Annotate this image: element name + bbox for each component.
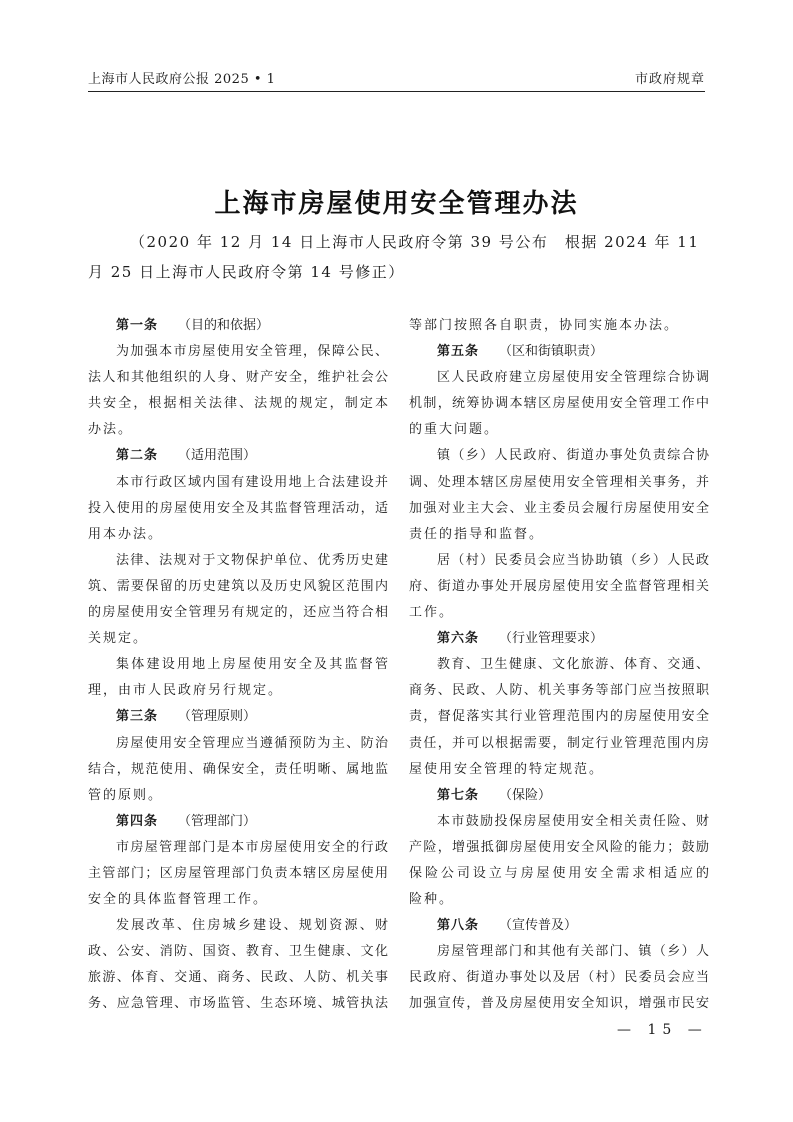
body-text-line: 居（村）民委员会应当协助镇（乡）人民政 (437, 552, 709, 568)
document-title: 上海市房屋使用安全管理办法 (214, 189, 579, 219)
body-text-line: 理，由市人民政府另行规定。 (88, 683, 284, 699)
body-text-line: 为加强本市房屋使用安全管理，保障公民、 (116, 344, 388, 360)
body-text-line: 投入使用的房屋使用安全及其监督管理活动，适 (88, 500, 388, 516)
body-text-line: 的重大问题。 (409, 422, 500, 438)
body-text-line: 关规定。 (88, 631, 149, 647)
body-text-line: 用本办法。 (88, 526, 164, 542)
body-text-line: 加强对业主大会、业主委员会履行房屋使用安全 (409, 500, 709, 516)
body-text-line: 镇（乡）人民政府、街道办事处负责综合协 (437, 448, 709, 464)
body-text-line: 旅游、体育、交通、商务、民政、人防、机关事 (88, 970, 388, 986)
body-text-line: 责任，并可以根据需要，制定行业管理范围内房 (409, 735, 709, 751)
body-text-line: 发展改革、住房城乡建设、规划资源、财 (116, 918, 388, 934)
body-text-line: 筑、需要保留的历史建筑以及历史风貌区范围内 (88, 578, 388, 594)
subtitle-line-2: 月 25 日上海市人民政府令第 14 号修正） (88, 263, 405, 281)
body-text-line: 商务、民政、人防、机关事务等部门应当按照职 (409, 683, 709, 699)
body-text-line: 结合，规范使用、确保安全，责任明晰、属地监 (88, 761, 388, 777)
body-text-line: 本市行政区域内国有建设用地上合法建设并 (116, 474, 388, 490)
body-text-line: 管的原则。 (88, 787, 164, 803)
body-text-line: 安全的具体监督管理工作。 (88, 892, 269, 908)
body-text-line: 机制，统筹协调本辖区房屋使用安全管理工作中 (409, 396, 709, 412)
article-caption: （行业管理要求） (499, 631, 604, 647)
article-number: 第七条 (437, 787, 480, 803)
article-heading (88, 704, 388, 730)
right-column (409, 313, 709, 1018)
article-number: 第五条 (437, 344, 480, 360)
body-text-line: 加强宣传，普及房屋使用安全知识，增强市民安 (409, 996, 709, 1012)
body-text-line: 政、公安、消防、国资、教育、卫生健康、文化 (88, 944, 388, 960)
article-caption: （管理部门） (178, 813, 257, 829)
section-name: 市政府规章 (634, 72, 705, 87)
body-text-line: 保险公司设立与房屋使用安全需求相适应的 (409, 865, 709, 881)
article-caption: （目的和依据） (178, 318, 270, 333)
article-caption: （区和街镇职责） (499, 344, 604, 360)
article-caption: （适用范围） (178, 448, 257, 464)
article-number: 第四条 (116, 813, 159, 829)
body-text-line: 调、处理本辖区房屋使用安全管理相关事务，并 (409, 474, 709, 490)
body-text-line: 产险，增强抵御房屋使用安全风险的能力；鼓励 (409, 839, 709, 855)
article-heading (409, 626, 709, 652)
running-header (88, 64, 705, 90)
article-heading (88, 809, 388, 835)
article-number: 第三条 (116, 709, 159, 725)
body-text-line: 法人和其他组织的人身、财产安全，维护社会公 (88, 370, 388, 386)
body-text-line: 险种。 (409, 892, 455, 908)
body-text-line: 本市鼓励投保房屋使用安全相关责任险、财 (437, 813, 709, 829)
body-text-line: 集体建设用地上房屋使用安全及其监督管 (116, 657, 388, 673)
document-subtitle (88, 227, 708, 287)
header-divider (88, 91, 705, 92)
article-heading (409, 783, 709, 809)
body-text-line: 责任的指导和监督。 (409, 526, 545, 542)
article-heading (88, 313, 388, 339)
body-text-line: 的房屋使用安全管理另有规定的，还应当符合相 (88, 605, 388, 621)
article-number: 第八条 (437, 918, 480, 934)
article-caption: （管理原则） (178, 709, 257, 725)
body-text-line: 房屋使用安全管理应当遵循预防为主、防治 (116, 735, 388, 751)
body-text-line: 区人民政府建立房屋使用安全管理综合协调 (437, 370, 709, 386)
body-text-line: 主管部门；区房屋管理部门负责本辖区房屋使用 (88, 865, 388, 881)
publication-name: 上海市人民政府公报 2025 • 1 (88, 72, 276, 87)
body-text-line: 房屋管理部门和其他有关部门、镇（乡）人 (437, 944, 709, 960)
body-text-line: 教育、卫生健康、文化旅游、体育、交通、 (437, 657, 709, 673)
body-text-line: 等部门按照各自职责，协同实施本办法。 (409, 318, 680, 333)
body-text-line: 市房屋管理部门是本市房屋使用安全的行政 (116, 839, 388, 855)
article-heading (409, 913, 709, 939)
body-text-line: 办法。 (88, 422, 134, 438)
body-text-line: 工作。 (409, 605, 455, 621)
article-heading (409, 339, 709, 365)
body-text-line: 务、应急管理、市场监管、生态环境、城管执法 (88, 996, 388, 1012)
body-text-line: 责，督促落实其行业管理范围内的房屋使用安全 (409, 709, 709, 725)
body-text-line: 法律、法规对于文物保护单位、优秀历史建 (116, 552, 388, 568)
article-number: 第六条 (437, 631, 480, 647)
article-heading (88, 443, 388, 469)
body-text-line: 府、街道办事处开展房屋使用安全监督管理相关 (409, 578, 709, 594)
page-number: — 15 — (617, 1022, 708, 1038)
left-column (88, 313, 388, 1018)
article-caption: （宣传普及） (499, 918, 578, 934)
subtitle-line-1: （2020 年 12 月 14 日上海市人民政府令第 39 号公布 根据 2024 年 11 (130, 233, 700, 251)
article-number: 第一条 (116, 318, 159, 333)
body-text-line: 民政府、街道办事处以及居（村）民委员会应当 (409, 970, 709, 986)
body-text-line: 共安全，根据相关法律、法规的规定，制定本 (88, 396, 388, 412)
article-number: 第二条 (116, 448, 159, 464)
article-caption: （保险） (499, 787, 552, 803)
body-text-line: 屋使用安全管理的特定规范。 (409, 761, 605, 777)
